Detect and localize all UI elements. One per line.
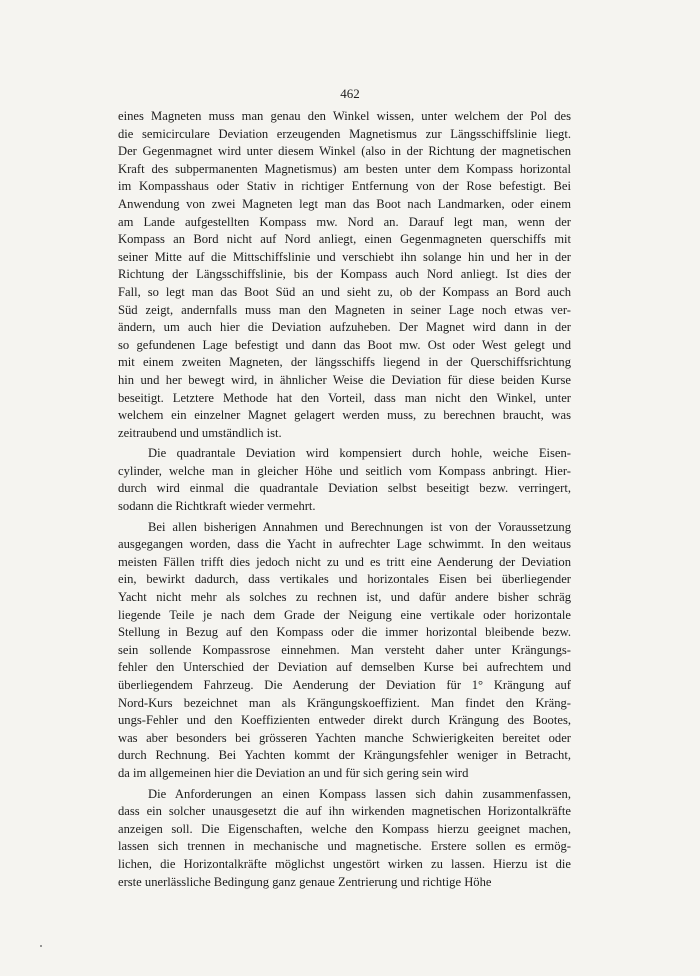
text-line: fehler den Unterschied der Deviation auf demselben Kurse bei aufrechtem und [118, 660, 571, 675]
text-line: sodann die Richtkraft wieder vermehrt. [118, 499, 316, 514]
text-line: ändern, um auch hier die Deviation aufzuheben. Der Magnet wird dann in der [118, 320, 571, 335]
paragraph [118, 445, 571, 515]
text-line: Yacht nicht mehr als solches zu rechnen ist, und dafür andere bisher schräg [118, 590, 571, 605]
text-line: ein, bewirkt dadurch, dass vertikales und horizontales Eisen bei überliegender [118, 572, 571, 587]
text-line: Bei allen bisherigen Annahmen und Berechnungen ist von der Voraussetzung [148, 519, 571, 534]
text-line: Süd zeigt, andernfalls muss man den Magneten in seiner Lage noch etwas ver- [118, 302, 571, 317]
body-text [118, 108, 571, 891]
page-number: 462 [340, 86, 360, 101]
text-line: mit einem zweiten Magneten, der längsschiffs liegend in der Querschiffsrichtung [118, 355, 571, 370]
text-line: seiner Mitte auf die Mittschiffslinie und verschiebt ihn solange hin und her in der [118, 249, 571, 264]
text-line: Richtung der Längsschiffslinie, bis der Kompass auch Nord anliegt. Ist dies der [118, 267, 571, 282]
text-line: durch Rechnung. Bei Yachten kommt der Krängungsfehler weniger in Betracht, [118, 748, 571, 763]
text-line: da im allgemeinen hier die Deviation an und für sich gering sein wird [118, 765, 469, 780]
text-line: dass ein solcher unausgesetzt die auf ihn wirkenden magnetischen Horizontalkräfte [118, 804, 571, 819]
text-line: überliegendem Fahrzeug. Die Aenderung der Deviation für 1° Krängung auf [118, 678, 571, 692]
text-line: lassen sich trennen in mechanische und magnetische. Erstere sollen es ermög- [118, 839, 571, 854]
paragraph [118, 108, 571, 442]
text-line: ungs-Fehler und den Koeffizienten entweder direkt durch Krängung des Bootes, [118, 713, 571, 728]
text-line: was aber besonders bei grösseren Yachten manche Schwierigkeiten bereitet oder [118, 730, 571, 745]
text-line: so gefundenen Lage befestigt und dann das Boot mw. Ost oder West gelegt und [118, 337, 571, 352]
text-line: Fall, so legt man das Boot Süd an und sieht zu, ob der Kompass an Bord auch [118, 284, 571, 299]
text-line: lichen, die Horizontalkräfte möglichst ungestört wirken zu lassen. Hierzu ist die [118, 856, 571, 871]
text-line: im Kompasshaus oder Stativ in richtiger Entfernung von der Rose befestigt. Bei [118, 179, 571, 194]
text-line: Stellung in Bezug auf den Kompass oder die immer horizontal bleibende bezw. [118, 625, 571, 640]
text-line: anzeigen soll. Die Eigenschaften, welche den Kompass hierzu geeignet machen, [118, 821, 571, 836]
text-line: sein sollende Kompassrose einnehmen. Man versteht daher unter Krängungs- [118, 642, 571, 657]
text-line: Die Anforderungen an einen Kompass lassen sich dahin zusammenfassen, [148, 786, 571, 801]
text-line: Nord-Kurs bezeichnet man als Krängungskoeffizient. Man findet den Kräng- [118, 695, 571, 710]
text-line: liegende Teile je nach dem Grade der Neigung eine vertikale oder horizontale [118, 607, 571, 622]
text-line: am Lande aufgestellten Kompass mw. Nord an. Darauf legt man, wenn der [118, 214, 571, 229]
text-line: Die quadrantale Deviation wird kompensiert durch hohle, weiche Eisen- [148, 446, 571, 461]
text-line: cylinder, welche man in gleicher Höhe und seitlich vom Kompass anbringt. Hier- [118, 463, 571, 478]
text-line: durch wird einmal die quadrantale Deviation selbst beseitigt bezw. verringert, [118, 481, 571, 496]
text-line: beseitigt. Letztere Methode hat den Vorteil, dass man nicht den Winkel, unter [118, 390, 571, 405]
text-line: die semicirculare Deviation erzeugenden Magnetismus zur Längsschiffslinie liegt. [118, 126, 571, 141]
text-line: hin und her bewegt wird, in ähnlicher Weise die Deviation für diese beiden Kurse [118, 372, 571, 387]
text-line: zeitraubend und umständlich ist. [118, 425, 282, 440]
text-line: meisten Fällen trifft dies jedoch nicht zu und es tritt eine Aenderung der Deviation [118, 554, 571, 569]
text-line: erste unerlässliche Bedingung ganz genaue Zentrierung und richtige Höhe [118, 874, 492, 889]
text-line: welchem ein einzelner Magnet gelagert werden muss, zu berechnen braucht, was [118, 408, 571, 423]
scan-speck [40, 945, 42, 947]
text-line: eines Magneten muss man genau den Winkel wissen, unter welchem der Pol des [118, 109, 571, 123]
text-line: Kompass an Bord nicht auf Nord anliegt, einen Gegenmagneten querschiffs mit [118, 232, 571, 247]
paragraph [118, 519, 571, 783]
text-line: Kraft des subpermanenten Magnetismus) am besten unter dem Kompass horizontal [118, 161, 571, 176]
text-line: Der Gegenmagnet wird unter diesem Winkel (also in der Richtung der magnetischen [118, 144, 571, 159]
paragraph [118, 786, 571, 892]
text-line: ausgegangen worden, dass die Yacht in aufrechter Lage schwimmt. In den weitaus [118, 537, 571, 552]
text-line: Anwendung von zwei Magneten legt man das Boot nach Landmarken, oder einem [118, 196, 571, 211]
